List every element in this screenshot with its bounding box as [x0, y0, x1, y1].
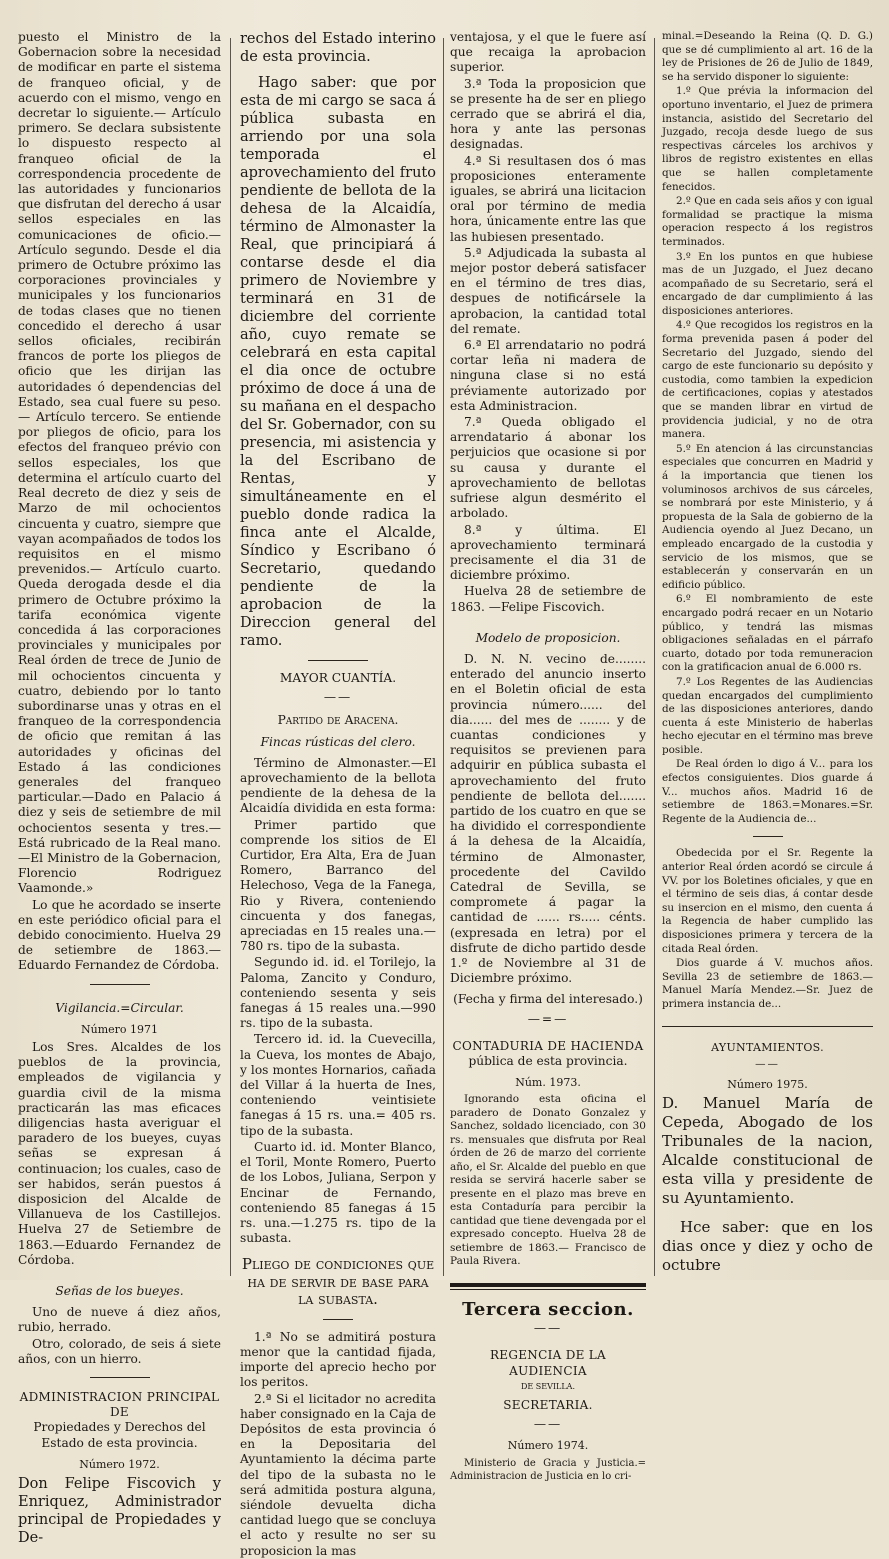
disposition-5: 5.º En atencion á las circunstancias especiales que concurren en Madrid y á la importancia que tienen los voluminosos archivos de sus cárceles, se nombrará por este Ministerio, y á propuesta de la Sala de gobierno de la Audiencia oyendo al Juez Decano, un empleado encargado de la custodia y servicio de los mismos, que se establecerán y conservarán en un edificio público.: [662, 442, 873, 591]
fincas-heading: Fincas rústicas del clero.: [260, 734, 416, 749]
cepeda-block: D. Manuel María de Cepeda, Abogado de los Tribunales de la nacion, Alcalde constitucional de esta villa y presidente de su Ayuntamiento.: [662, 1094, 873, 1208]
fecha-firma: (Fecha y firma del interesado.): [453, 992, 643, 1007]
condition-6: 6.ª El arrendatario no podrá cortar leña ni madera de ninguna clase si no está préviamente autorizado por esta Administracion.: [450, 338, 646, 413]
divider: —=—: [527, 1011, 569, 1026]
divider: [323, 1319, 353, 1320]
column-4: [662, 30, 873, 1275]
divider: ——: [533, 1321, 563, 1336]
column-rule: [443, 38, 444, 1276]
condition-2: 2.ª Si el licitador no acredita haber consignado en la Caja de Depósitos de esta provincia ó en la Depositaria del Ayuntamiento la décima parte del tipo de la subasta no le será admitida postura alguna, siéndole devuelta dicha cantidad luego que se concluya el acto y resulte no ser su proposicion la mas: [240, 1391, 436, 1558]
column-1: [18, 30, 221, 1547]
tercera-seccion-heading: Tercera seccion.: [462, 1298, 634, 1320]
divider: [308, 660, 368, 661]
admin-heading: ADMINISTRACION PRINCIPAL DE: [19, 1390, 220, 1420]
section-title-senas: Señas de los bueyes.: [55, 1284, 184, 1299]
continued-text: minal.=Deseando la Reina (Q. D. G.) que se dé cumplimiento al art. 16 de la ley de Prisiones de 26 de Julio de 1849, se ha servido disponer lo siguiente:: [662, 30, 873, 83]
notice-number: Número 1974.: [507, 1439, 589, 1453]
section-rule: [450, 1283, 646, 1287]
regencia-subheading: DE SEVILLA.: [521, 1381, 575, 1391]
column-2: [240, 30, 436, 1558]
condition-1: 1.ª No se admitirá postura menor que la cantidad fijada, importe del aprecio hecho por los peritos.: [240, 1329, 436, 1390]
divider: ——: [533, 1417, 563, 1432]
admin-name-block: Don Felipe Fiscovich y Enriquez, Administrador principal de Propiedades y De-: [18, 1476, 221, 1547]
lot-primer: Primer partido que comprende los sitios de El Curtidor, Era Alta, Era de Juan Romero, Barranco del Helechoso, Vega de la Fanega, Rio y Rivera, conteniendo cincuenta y dos fanegas, apreciadas en 15 reales una.—780 rs. tipo de la subasta.: [240, 817, 436, 954]
admin-subheading: Propiedades y Derechos del Estado de esta provincia.: [33, 1420, 206, 1450]
decree-text: puesto el Ministro de la Gobernacion sobre la necesidad de modificar en parte el sistema de franqueo oficial, y de acuerdo con el mismo, vengo en decretar lo siguiente.— Artículo primero. Se declara subsistente lo dispuesto respecto al franqueo oficial de la correspondencia procedente de las autoridades y funcionarios que disfrutan del derecho á usar sellos especiales en las comunicaciones de oficio.—Artículo segundo. Desde el dia primero de Octubre próximo las corporaciones provinciales y municipales y los funcionarios de todas clases que no tienen concedido el derecho á usar sellos oficiales, recibirán francos de porte los pliegos de oficio que les dirijan las autoridades ó dependencias del Estado, sea cual fuere su peso.— Artículo tercero. Se entiende por pliegos de oficio, para los efectos del franqueo prévio con sellos especiales, los que determina el artículo cuarto del Real decreto de diez y seis de Marzo de mil ochocientos cincuenta y cuatro, siempre que vayan acompañados de todos los requisitos en el mismo prevenidos.— Artículo cuarto. Queda derogada desde el dia primero de Octubre próximo la tarifa económica vigente concedida á las corporaciones provinciales y municipales por Real órden de trece de Junio de mil ochocientos cincuenta y cuatro, debiendo por lo tanto subordinarse unas y otras en el franqueo de la correspondencia de oficio que remitan á las autoridades y oficinas del Estado á las condiciones generales del franqueo particular.—Dado en Palacio á diez y seis de setiembre de mil ochocientos sesenta y tres.— Está rubricado de la Real mano.—El Ministro de la Gobernacion, Florencio Rodriguez Vaamonde.»: [18, 30, 221, 896]
buey-description: Uno de nueve á diez años, rubio, herrado.: [18, 1305, 221, 1335]
dios-guarde-text: Dios guarde á V. muchos años. Sevilla 23 de setiembre de 1863.—Manuel María Mendez.—Sr. Juez de primera instancia de...: [662, 957, 873, 1010]
disposition-2: 2.º Que en cada seis años y con igual formalidad se practique la misma operacion respecto á los registros terminados.: [662, 195, 873, 248]
divider: [90, 984, 150, 985]
mayor-cuantia-heading: MAYOR CUANTÍA.: [279, 671, 397, 685]
continued-text: ventajosa, y el que le fuere así que recaiga la aprobacion superior.: [450, 30, 646, 75]
buey-description: Otro, colorado, de seis á siete años, con un hierro.: [18, 1336, 221, 1366]
condition-5: 5.ª Adjudicada la subasta al mejor postor deberá satisfacer en el término de tres dias, despues de notificársele la aprobacion, la cantidad total del remate.: [450, 245, 646, 336]
disposition-4: 4.º Que recogidos los registros en la forma prevenida pasen á poder del Secretario del Juzgado, siendo del cargo de este funcionario su depósito y custodia, como tambien la expedicion de certificaciones, copias y atestados que se manden librar en virtud de providencia judicial, y no de otra manera.: [662, 319, 873, 441]
divider: [90, 1377, 150, 1378]
hce-saber: Hce saber: que en los dias once y diez y ocho de octubre: [662, 1218, 873, 1275]
hago-saber: Hago saber: que por esta de mi cargo se saca á pública subasta en arriendo por una sola temporada el aprovechamiento del fruto pendiente de bellota de la dehesa de la Alcaidía, término de Almonaster la Real, que principiará á contarse desde el dia primero de Noviembre y terminará en 31 de diciembre del corriente año, cuyo remate se celebrará en esta capital el dia once de octubre próximo de doce á una de su mañana en el despacho del Sr. Gobernador, con su presencia, mi asistencia y la del Escribano de Rentas, y simultáneamente en el pueblo donde radica la finca ante el Alcalde, Síndico y Escribano ó Secretario, quedando pendiente de la aprobacion de la Direccion general del ramo.: [240, 75, 436, 649]
modelo-body: D. N. N. vecino de........ enterado del anuncio inserto en el Boletin oficial de esta provincia número...... del dia...... del mes de ........ y de cuantas condiciones y requisitos se previenen para adquirir en pública subasta el aprovechamiento del fruto pendiente de bellota del....... partido de los cuatro en que se ha dividido el correspondiente á la dehesa de la Alcaidía, término de Almonaster, procedente del Cavildo Catedral de Sevilla, se compromete á pagar la cantidad de ...... rs..... cénts. (expresada en letra) por el disfrute de dicho partido desde 1.º de Noviembre al 31 de Diciembre próximo.: [450, 651, 646, 986]
section-rule: [450, 1289, 646, 1290]
column-3: [450, 30, 646, 1482]
obedecida-text: Obedecida por el Sr. Regente la anterior Real órden acordó se circule á VV. por los Boletines oficiales, y que en el término de seis dias, á contar desde su insercion en el mismo, den cuenta á la Regencia de haber cumplido las disposiciones primera y tercera de la citada Real órden.: [662, 847, 873, 955]
condition-8: 8.ª y última. El aprovechamiento terminará precisamente el dia 31 de diciembre próximo.: [450, 522, 646, 583]
divider: [753, 836, 783, 837]
notice-number: Número 1975.: [727, 1077, 808, 1091]
column-rule: [654, 38, 655, 1276]
lot-tercero: Tercero id. id. la Cuevecilla, la Cueva, los montes de Abajo, y los montes Hornarios, cañada del Villar á la huerta de Ines, conteniendo veintisiete fanegas á 15 rs. una.= 405 rs. tipo de la subasta.: [240, 1032, 436, 1138]
secretaria-heading: SECRETARIA.: [503, 1397, 593, 1412]
modelo-heading: Modelo de proposicion.: [475, 630, 621, 645]
termino-text: Término de Almonaster.—El aprovechamiento de la bellota pendiente de la dehesa de la Alcaidía dividida en esta forma:: [240, 755, 436, 816]
decree-closing: Lo que he acordado se inserte en este periódico oficial para el debido conocimiento. Huelva 29 de setiembre de 1863.—Eduardo Fernandez de Córdoba.: [18, 897, 221, 973]
vigilancia-body: Los Sres. Alcaldes de los pueblos de la provincia, empleados de vigilancia y guardia civil de la misma practicarán las mas eficaces diligencias hasta averiguar el paradero de los bueyes, cuyas señas se expresan á continuacion; los cuales, caso de ser habidos, serán puestos á disposicion del Alcalde de Villanueva de los Castillejos. Huelva 27 de Setiembre de 1863.—Eduardo Fernandez de Córdoba.: [18, 1040, 221, 1267]
condition-3: 3.ª Toda la proposicion que se presente ha de ser en pliego cerrado que se abrirá el dia, hora y ante las personas designadas.: [450, 76, 646, 152]
notice-number: Número 1971: [80, 1022, 159, 1036]
disposition-3: 3.º En los puntos en que hubiese mas de un Juzgado, el Juez decano acompañado de su Secretario, será el encargado de dar cumplimiento á las disposiciones anteriores.: [662, 250, 873, 317]
lot-segundo: Segundo id. id. el Torilejo, la Paloma, Zancito y Conduro, conteniendo sesenta y seis fanegas á 15 reales una.—990 rs. tipo de la subasta.: [240, 955, 436, 1031]
section-rule: [662, 1026, 873, 1027]
pliego-heading: Pliego de condiciones que ha de servir de base para la subasta.: [241, 1255, 435, 1309]
contaduria-body: Ignorando esta oficina el paradero de Donato Gonzalez y Sanchez, soldado licenciado, con 30 rs. mensuales que disfruta por Real órden de 26 de marzo del corriente año, el Sr. Alcalde del pueblo en que resida se servirá hacerle saber se presente en el plazo mas breve en esta Contaduría para percibir la cantidad que tiene devengada por el expresado concepto. Huelva 28 de setiembre de 1863.— Francisco de Paula Rivera.: [450, 1093, 646, 1268]
notice-number: Núm. 1973.: [515, 1076, 581, 1090]
contaduria-subheading: pública de esta provincia.: [468, 1054, 628, 1068]
disposition-7: 7.º Los Regentes de las Audiencias quedan encargados del cumplimiento de las disposiciones anteriores, dando cuenta á este Ministerio de haberlas hecho ejecutar en el término mas breve posible.: [662, 675, 873, 756]
divider: ——: [323, 690, 353, 705]
regencia-heading: REGENCIA DE LA AUDIENCIA: [489, 1348, 607, 1378]
divider: ——: [755, 1058, 780, 1071]
disposition-6: 6.º El nombramiento de este encargado podrá recaer en un Notario público, y tendrá las mismas obligaciones señaladas en el párrafo cuarto, dotado por toda remuneracion con la gratificacion anual de 6.000 rs.: [662, 593, 873, 674]
disposition-1: 1.º Que prévia la informacion del oportuno inventario, el Juez de primera instancia, asistido del Secretario del Juzgado, recoja desde luego de sus respectivas cárceles los archivos y libros de registro existentes en ellas que se hallen completamente fenecidos.: [662, 85, 873, 193]
contaduria-heading: CONTADURIA DE HACIENDA: [452, 1038, 644, 1053]
ministerio-text: Ministerio de Gracia y Justicia.= Administracion de Justicia en lo cri-: [450, 1457, 646, 1482]
partido-heading: Partido de Aracena.: [277, 713, 399, 728]
notice-number: Número 1972.: [79, 1457, 160, 1471]
lot-cuarto: Cuarto id. id. Monter Blanco, el Toril, Monte Romero, Puerto de los Lobos, Juliana, Serpon y Encinar de Fernando, conteniendo 85 fanegas á 15 rs. una.—1.275 rs. tipo de la subasta.: [240, 1139, 436, 1246]
condition-4: 4.ª Si resultasen dos ó mas proposiciones enteramente iguales, se abrirá una licitacion oral por término de media hora, únicamente entre las que las hubiesen presentado.: [450, 153, 646, 244]
signature-line: Huelva 28 de setiembre de 1863. —Felipe Fiscovich.: [450, 584, 646, 614]
condition-7: 7.ª Queda obligado el arrendatario á abonar los perjuicios que ocasione si por su causa y durante el aprovechamiento de bellotas sufriese algun desmérito el arbolado.: [450, 415, 646, 521]
column-rule: [230, 38, 231, 1276]
ayuntamientos-heading: AYUNTAMIENTOS.: [711, 1040, 824, 1054]
section-title-vigilancia: Vigilancia.=Circular.: [55, 1000, 184, 1015]
continued-text: rechos del Estado interino de esta provincia.: [240, 31, 436, 65]
real-orden-text: De Real órden lo digo á V... para los efectos consiguientes. Dios guarde á V... muchos años. Madrid 16 de setiembre de 1863.=Monares.=Sr. Regente de la Audiencia de...: [662, 758, 873, 825]
